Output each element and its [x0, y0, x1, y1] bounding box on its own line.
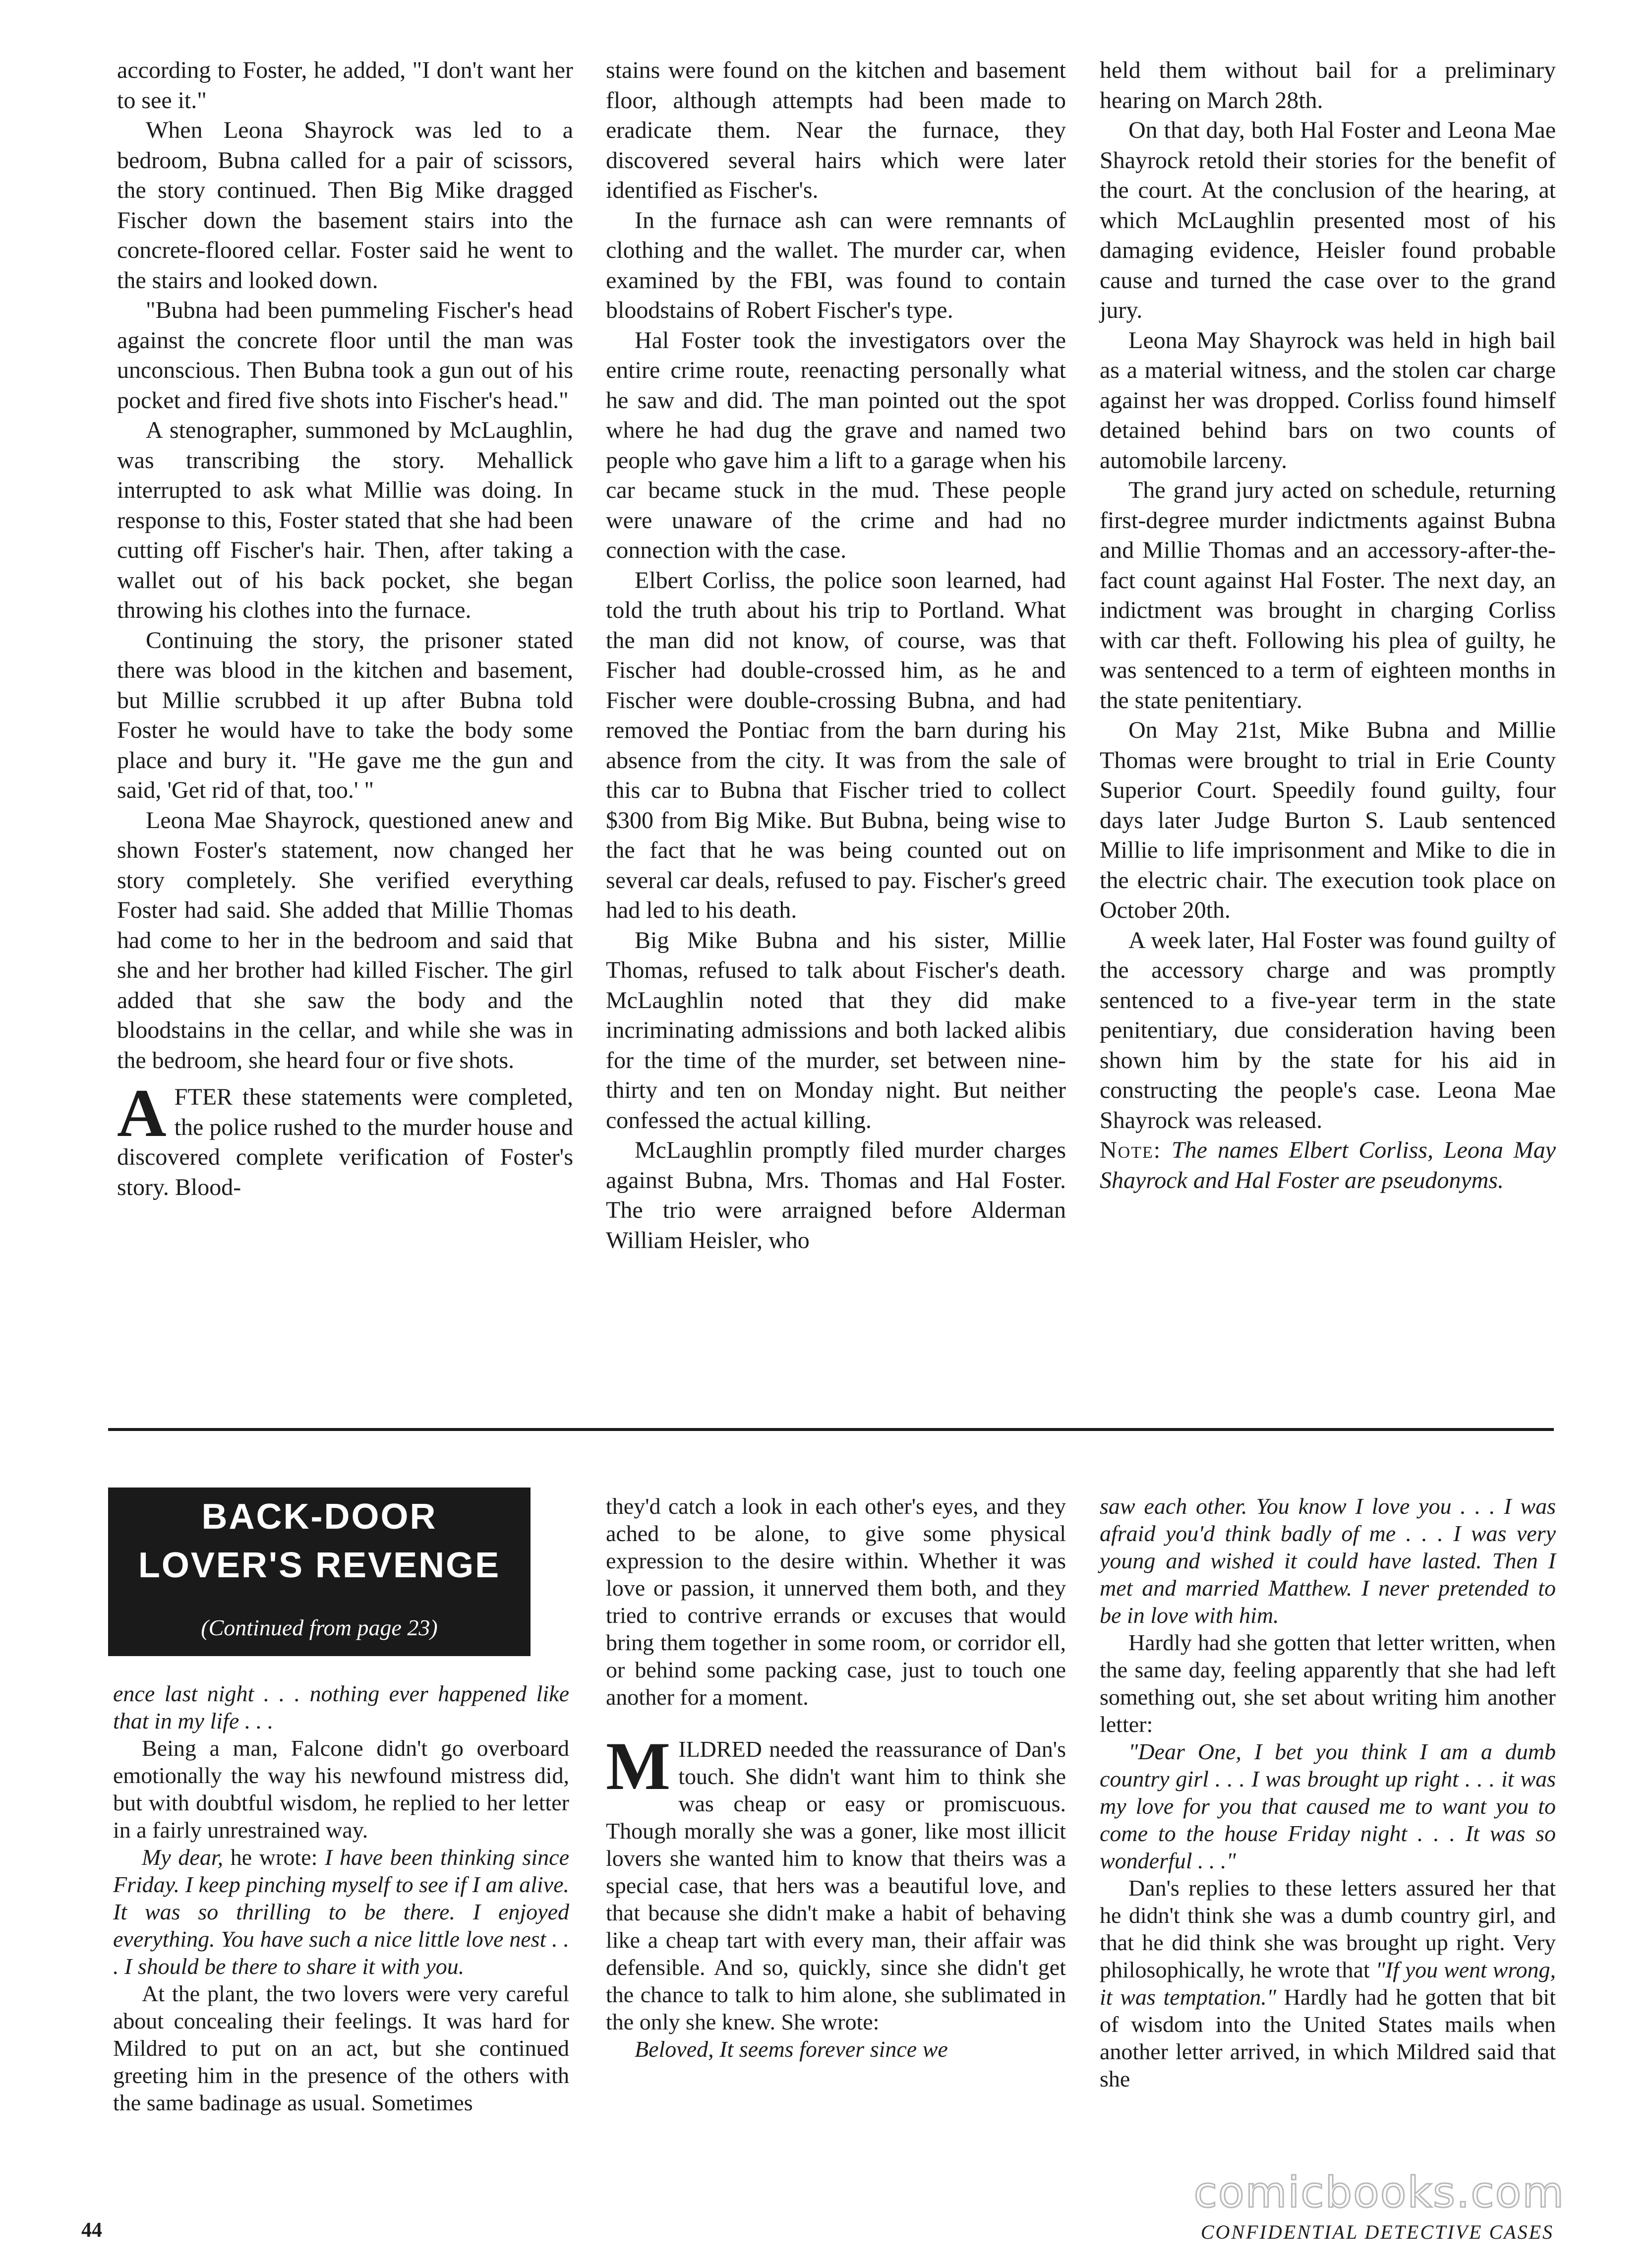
- paragraph: In the furnace ash can were remnants of clothing and the wallet. The murder car, when examined by the FBI, was found to contain bloodstains of Robert Fischer's type.: [606, 207, 1066, 323]
- letter-excerpt: Beloved, It seems forever since we: [635, 2036, 948, 2062]
- paragraph: "Bubna had been pummeling Fischer's head against the concrete floor until the man was unconscious. Then Bubna took a gun out of his pocket and fired five shots into Fischer's head.": [117, 297, 573, 414]
- paragraph: stains were found on the kitchen and basement floor, although attempts had been made to eradicate them. Near the furnace, they discovered several hairs which were later identified as Fischer's.: [606, 57, 1066, 203]
- paragraph: On May 21st, Mike Bubna and Millie Thomas were brought to trial in Erie County Superior Court. Speedily found guilty, four days later Judge Burton S. Laub sentenced Millie to life imprisonment and Mike to die in the electric chair. The execution took place on October 20th.: [1100, 717, 1556, 923]
- story-title-line-1: BACK-DOOR: [201, 1497, 437, 1537]
- paragraph: At the plant, the two lovers were very careful about concealing their feelings. It was hard for Mildred to put on an act, but she continued greeting him in the presence of the others with the same badinage as usual. Sometimes: [113, 1981, 569, 2115]
- paragraph: McLaughlin promptly filed murder charges against Bubna, Mrs. Thomas and Hal Foster. The trio were arraigned before Alderman William Heisler, who: [606, 1137, 1066, 1253]
- narration: he wrote:: [223, 1845, 325, 1870]
- dropcap-paragraph: [606, 1728, 1066, 2035]
- story-title-line-2: LOVER'S REVENGE: [138, 1546, 501, 1585]
- dropcap-letter: M: [606, 1728, 671, 1804]
- narration: Dan's replies to these letters assured her that he didn't think she was a dumb country girl, and that he did think she was brought up right. Very philosophically, he wrote that: [1100, 1875, 1556, 1982]
- bottom-column-2: [606, 1492, 1066, 2063]
- paragraph: Leona Mae Shayrock, questioned anew and shown Foster's statement, now changed her story completely. She verified everything Foster had said. She added that Millie Thomas had come to her in the bedroom and said that she and her brother had killed Fischer. The girl added that she saw the body and the bloodstains in the cellar, and while she was in the bedroom, she heard four or five shots.: [117, 807, 573, 1073]
- paragraph: [113, 1844, 569, 1980]
- bottom-column-3: [1100, 1492, 1556, 2092]
- paragraph: Leona May Shayrock was held in high bail as a material witness, and the stolen car charge against her was dropped. Corliss found himself detained behind bars on two counts of automobile larceny.: [1100, 327, 1556, 474]
- paragraph: When Leona Shayrock was led to a bedroom, Bubna called for a pair of scissors, the story continued. Then Big Mike dragged Fischer down the basement stairs into the concrete-floored cellar. Foster said he went to the stairs and looked down.: [117, 117, 573, 294]
- letter-salutation: My dear,: [142, 1845, 224, 1870]
- bottom-column-1: [113, 1680, 569, 2116]
- dropcap-paragraph-text: FTER these statements were completed, the police rushed to the murder house and discovered complete verification of Foster's story. Blood-: [117, 1084, 573, 1200]
- dropcap-paragraph-text: ILDRED needed the reassurance of Dan's touch. She didn't want him to think she was cheap or easy or promiscuous. Though morally she was a goner, like most illicit lovers she wanted him to know that theirs was a special case, that hers was a beautiful love, and that because she didn't make a habit of behaving like a cheap tart with every man, their affair was defensible. And so, quickly, since she didn't get the chance to talk to him alone, she sublimated in the only she knew. She wrote:: [606, 1736, 1066, 2034]
- note-text: The names Elbert Corliss, Leona May Shayrock and Hal Foster are pseudonyms.: [1100, 1137, 1556, 1193]
- paragraph: [1100, 1874, 1556, 2092]
- story-header-box: [108, 1488, 531, 1656]
- top-column-2: [606, 56, 1066, 1255]
- dropcap-letter: A: [117, 1075, 167, 1151]
- paragraph: they'd catch a look in each other's eyes, and they ached to be alone, to give some physical expression to the desire within. Whether it was love or passion, it unnerved them both, and they tried to contrive errands or excuses that would bring them together in some room, or corridor ell, or behind some packing case, just to touch one another for a moment.: [606, 1493, 1066, 1710]
- page-number: 44: [81, 2219, 102, 2242]
- watermark: comicbooks.com: [1193, 2168, 1565, 2217]
- paragraph: Big Mike Bubna and his sister, Millie Thomas, refused to talk about Fischer's death. McLaughlin noted that they did make incriminating admissions and both lacked alibis for the time of the murder, set between nine-thirty and ten on Monday night. But neither confessed the actual killing.: [606, 927, 1066, 1133]
- letter-excerpt: "Dear One, I bet you think I am a dumb country girl . . . I was brought up right . . . it was my love for you that caused me to want you to come to the house Friday night . . . It was so wonderful . . .": [1100, 1739, 1556, 1873]
- section-divider: [108, 1428, 1554, 1431]
- dropcap-paragraph: [117, 1075, 573, 1202]
- magazine-title: CONFIDENTIAL DETECTIVE CASES: [1200, 2221, 1554, 2243]
- paragraph: held them without bail for a preliminary hearing on March 28th.: [1100, 57, 1556, 114]
- letter-excerpt: saw each other. You know I love you . . . I was afraid you'd think badly of me . . . I was very young and wished it could have lasted. Then I met and married Matthew. I never pretended to be in love with him.: [1100, 1493, 1556, 1628]
- paragraph: A stenographer, summoned by McLaughlin, was transcribing the story. Mehallick interrupted to ask what Millie was doing. In response to this, Foster stated that she had been cutting off Fischer's hair. Then, after taking a wallet out of his back pocket, she began throwing his clothes into the furnace.: [117, 417, 573, 623]
- paragraph: The grand jury acted on schedule, returning first-degree murder indictments against Bubna and Millie Thomas and an accessory-after-the-fact count against Hal Foster. The next day, an indictment was brought in charging Corliss with car theft. Following his plea of guilty, he was sentenced to a term of eighteen months in the state penitentiary.: [1100, 477, 1556, 714]
- letter-text: I have been thinking since Friday. I keep pinching myself to see if I am alive. It was so thrilling to be there. I enjoyed everything. You have such a nice little love nest . . . I should be there to share it with you.: [113, 1845, 569, 1979]
- paragraph: Hardly had she gotten that letter written, when the same day, feeling apparently that she had left something out, she set about writing him another letter:: [1100, 1630, 1556, 1737]
- paragraph: according to Foster, he added, "I don't want her to see it.": [117, 57, 573, 114]
- paragraph: A week later, Hal Foster was found guilty of the accessory charge and was promptly sentenced to a five-year term in the state penitentiary, due consideration having been shown him by the state for his aid in constructing the people's case. Leona Mae Shayrock was released.: [1100, 927, 1556, 1133]
- letter-excerpt: ence last night . . . nothing ever happened like that in my life . . .: [113, 1681, 569, 1733]
- paragraph: Being a man, Falcone didn't go overboard emotionally the way his newfound mistress did, but with doubtful wisdom, he replied to her letter in a fairly unrestrained way.: [113, 1735, 569, 1843]
- top-column-3: [1100, 56, 1556, 1195]
- paragraph: On that day, both Hal Foster and Leona Mae Shayrock retold their stories for the benefit of the court. At the conclusion of the hearing, at which McLaughlin presented most of his damaging evidence, Heisler found probable cause and turned the case over to the grand jury.: [1100, 117, 1556, 323]
- paragraph: Continuing the story, the prisoner stated there was blood in the kitchen and basement, but Millie scrubbed it up after Bubna told Foster he would have to take the body some place and bury it. "He gave me the gun and said, 'Get rid of that, too.' ": [117, 627, 573, 803]
- top-column-1: [117, 56, 573, 1202]
- pseudonym-note: [1100, 1135, 1556, 1195]
- quote: "If you went wrong, it was temptation.": [1100, 1957, 1556, 2010]
- paragraph: Elbert Corliss, the police soon learned, had told the truth about his trip to Portland. What the man did not know, of course, was that Fischer had double-crossed him, as he and Fischer were double-crossing Bubna, and had removed the Pontiac from the barn during his absence from the city. It was from the sale of this car to Bubna that Fischer tried to collect $300 from Big Mike. But Bubna, being wise to the fact that he was being counted out on several car deals, refused to pay. Fischer's greed had led to his death.: [606, 567, 1066, 923]
- narration: Hardly had he gotten that bit of wisdom into the United States mails when another letter arrived, in which Mildred said that she: [1100, 1984, 1556, 2091]
- note-label: Note:: [1100, 1137, 1162, 1163]
- paragraph: Hal Foster took the investigators over the entire crime route, reenacting personally what he saw and did. The man pointed out the spot where he had dug the grave and named two people who gave him a lift to a garage when his car became stuck in the mud. These people were unaware of the crime and had no connection with the case.: [606, 327, 1066, 563]
- continued-from-note: (Continued from page 23): [201, 1615, 438, 1640]
